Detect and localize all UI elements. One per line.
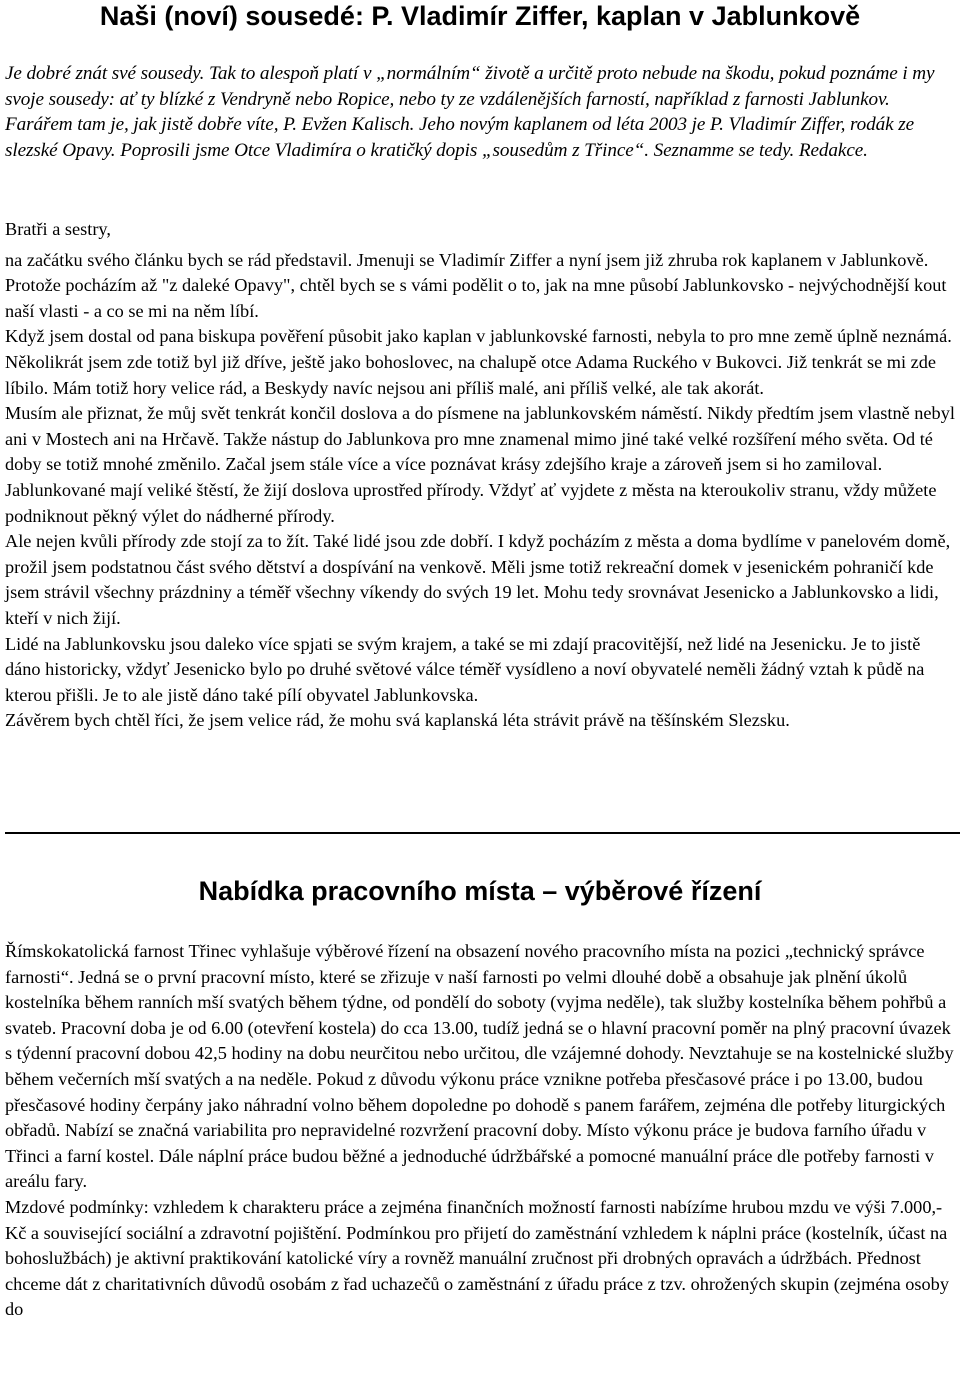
job-offer-body (5, 939, 955, 1323)
article-paragraph: Ale nejen kvůli přírody zde stojí za to žít. Také lidé jsou zde dobří. I když pocházím z města a doma bydlíme v panelovém domě, prožil jsem podstatnou část svého dětství a dospívání na venkově. Měli jsme totiž rekreační domek v jesenickém pohraničí kde jsem strávil všechny prázdniny a téměř všechny víkendy do svých 19 let. Mohu tedy srovnávat Jesenicko a Jablunkovsko a lidi, kteří v nich žijí. (5, 531, 951, 628)
job-offer-title: Nabídka pracovního místa – výběrové řízení (198, 876, 762, 906)
article-paragraph: Závěrem bych chtěl říci, že jsem velice rád, že mohu svá kaplanská léta strávit právě na těšínském Slezsku. (5, 710, 790, 731)
article-greeting: Bratři a sestry, (5, 219, 111, 239)
section-divider (5, 832, 960, 834)
article-paragraph: Jablunkované mají veliké štěstí, že žijí doslova uprostřed přírody. Vždyť ať vyjdete z města na kteroukoliv stranu, vždy můžete podniknout pěkný výlet do nádherné přírody. (5, 479, 937, 526)
job-offer-paragraph: Mzdové podmínky: vzhledem k charakteru práce a zejména finančních možností farnosti nabízíme hrubou mzdu ve výši 7.000,-Kč a související sociální a zdravotní pojištění. Podmínkou pro přijetí do zaměstnání vzhledem k náplni práce (kostelník, účast na bohoslužbách) je aktivní praktikování katolické víry a rovněž manuální zručnost při drobných opravách a údržbách. Přednost chceme dát z charitativních důvodů osobám z řad uchazečů o zaměstnání z úřadu práce z tzv. ohrožených skupin (zejména osoby do (5, 1196, 949, 1320)
job-offer-paragraph: Římskokatolická farnost Třinec vyhlašuje výběrové řízení na obsazení nového pracovního místa na pozici „technický správce farnosti“. Jedná se o první pracovní místo, které se zřizuje v naší farnosti po velmi dlouhé době a obsahuje jak plnění úkolů kostelníka během ranních mší svatých během týdne, od pondělí do soboty (vyjma neděle), tak služby kostelníka během pohřbů a svateb. Pracovní doba je od 6.00 (otevření kostela) do cca 13.00, tudíž jedná se o hlavní pracovní poměr na plný pracovní úvazek s týdenní pracovní dobou 42,5 hodiny na dobu neurčitou nebo určitou, dle vzájemné dohody. Nevztahuje se na kostelnické služby během večerních mší svatých a na neděle. Pokud z důvodu výkonu práce vznikne potřeba přesčasové práce i po 13.00, budou přesčasové hodiny čerpány jako náhradní volno během dopoledne po dohodě s panem farářem, zejména dle potřeby liturgických obřadů. Nabízí se značná variabilita pro nepravidelné rozvržení pracovní doby. Místo výkonu práce je budova farního úřadu v Třinci a farní kostel. Dále náplní práce budou běžné a jednoduché údržbářské a pomocné manuální práce dle potřeby farnosti v areálu fary. (5, 941, 954, 1192)
editorial-intro: Je dobré znát své sousedy. Tak to alespoň platí v „normálním“ životě a určitě proto nebude na škodu, pokud poznáme i my svoje sousedy: ať ty blízké z Vendryně nebo Ropice, nebo ty ze vzdálenějších farností, například z farnosti Jablunkov. Farářem tam je, jak jistě dobře víte, P. Evžen Kalisch. Jeho novým kaplanem od léta 2003 je P. Vladimír Ziffer, rodák ze slezské Opavy. Poprosili jsme Otce Vladimíra o kratičký dopis „sousedům z Třince“. Seznamme se tedy. Redakce. (5, 63, 935, 161)
article-body (5, 217, 955, 734)
article-title: Naši (noví) sousedé: P. Vladimír Ziffer, kaplan v Jablunkově (99, 1, 861, 31)
article-paragraph: Když jsem dostal od pana biskupa pověření působit jako kaplan v jablunkovské farnosti, nebyla to pro mne země úplně neznámá. Několikrát jsem zde totiž byl již dříve, ještě jako bohoslovec, na chalupě otce Adama Ruckého v Bukovci. Již tenkrát se mi zde líbilo. Mám totiž hory velice rád, a Beskydy navíc nejsou ani příliš malé, ani příliš velké, ale tak akorát. (5, 326, 952, 398)
article-paragraph: na začátku svého článku bych se rád představil. Jmenuji se Vladimír Ziffer a nyní jsem již zhruba rok kaplanem v Jablunkově. Protože pocházím až "z daleké Opavy", chtěl bych se s vámi podělit o to, jak na mne působí Jablunkovsko - nejvýchodnější kout naší vlasti - a co se mi na něm líbí. (5, 249, 947, 321)
article-paragraph: Musím ale přiznat, že můj svět tenkrát končil doslova a do písmene na jablunkovském náměstí. Nikdy předtím jsem vlastně nebyl ani v Mostech ani na Hrčavě. Takže nástup do Jablunkova pro mne znamenal mimo jiné také velké rozšíření mého světa. Od té doby se totiž mnohé změnilo. Začal jsem stále více a více poznávat krásy zdejšího kraje a zároveň jsem si ho zamiloval. (5, 403, 955, 475)
article-paragraph: Lidé na Jablunkovsku jsou daleko více spjati se svým krajem, a také se mi zdají pracovitější, než lidé na Jesenicku. Je to jistě dáno historicky, vždyť Jesenicko bylo po druhé světové válce téměř vysídleno a noví obyvatelé neměli žádný vztah k půdě na kterou přišli. Je to ale jistě dáno také pílí obyvatel Jablunkovska. (5, 633, 925, 705)
